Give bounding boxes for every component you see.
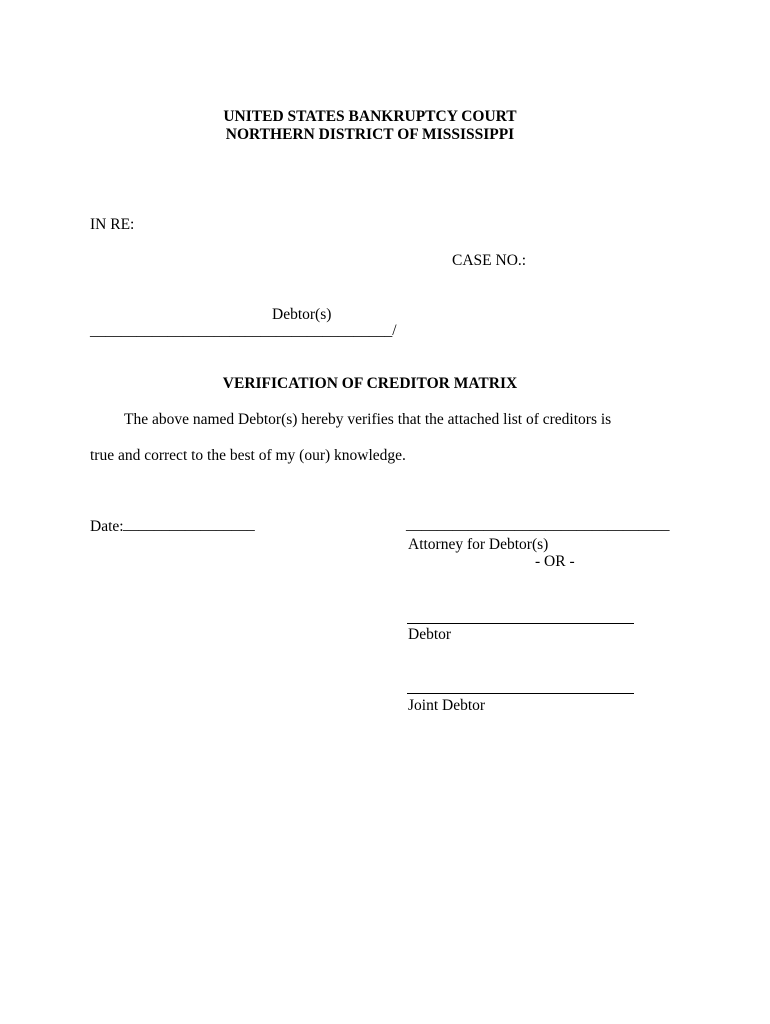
verification-sentence-line-2: true and correct to the best of my (our) knowledge. <box>90 447 406 464</box>
debtor-label: Debtor <box>408 626 452 643</box>
joint-debtor-signature-line <box>407 693 634 694</box>
court-name: UNITED STATES BANKRUPTCY COURT <box>223 108 517 125</box>
case-number-label: CASE NO.: <box>452 252 527 269</box>
court-district: NORTHERN DISTRICT OF MISSISSIPPI <box>225 126 515 143</box>
or-label: - OR - <box>535 553 575 570</box>
attorney-label: Attorney for Debtor(s) <box>408 536 549 553</box>
caption-separator: _______________________________________/ <box>90 322 397 339</box>
date-label: Date: <box>90 518 124 535</box>
debtor-signature-line <box>407 623 634 624</box>
verification-sentence-line-1: The above named Debtor(s) hereby verifies that the attached list of creditors is <box>124 411 612 428</box>
document-title: VERIFICATION OF CREDITOR MATRIX <box>222 375 518 392</box>
in-re-label: IN RE: <box>90 216 135 233</box>
joint-debtor-label: Joint Debtor <box>408 697 486 714</box>
debtors-label: Debtor(s) <box>272 306 332 323</box>
attorney-signature-blank: __________________________________ <box>406 516 670 533</box>
date-blank: _________________ <box>123 516 255 533</box>
